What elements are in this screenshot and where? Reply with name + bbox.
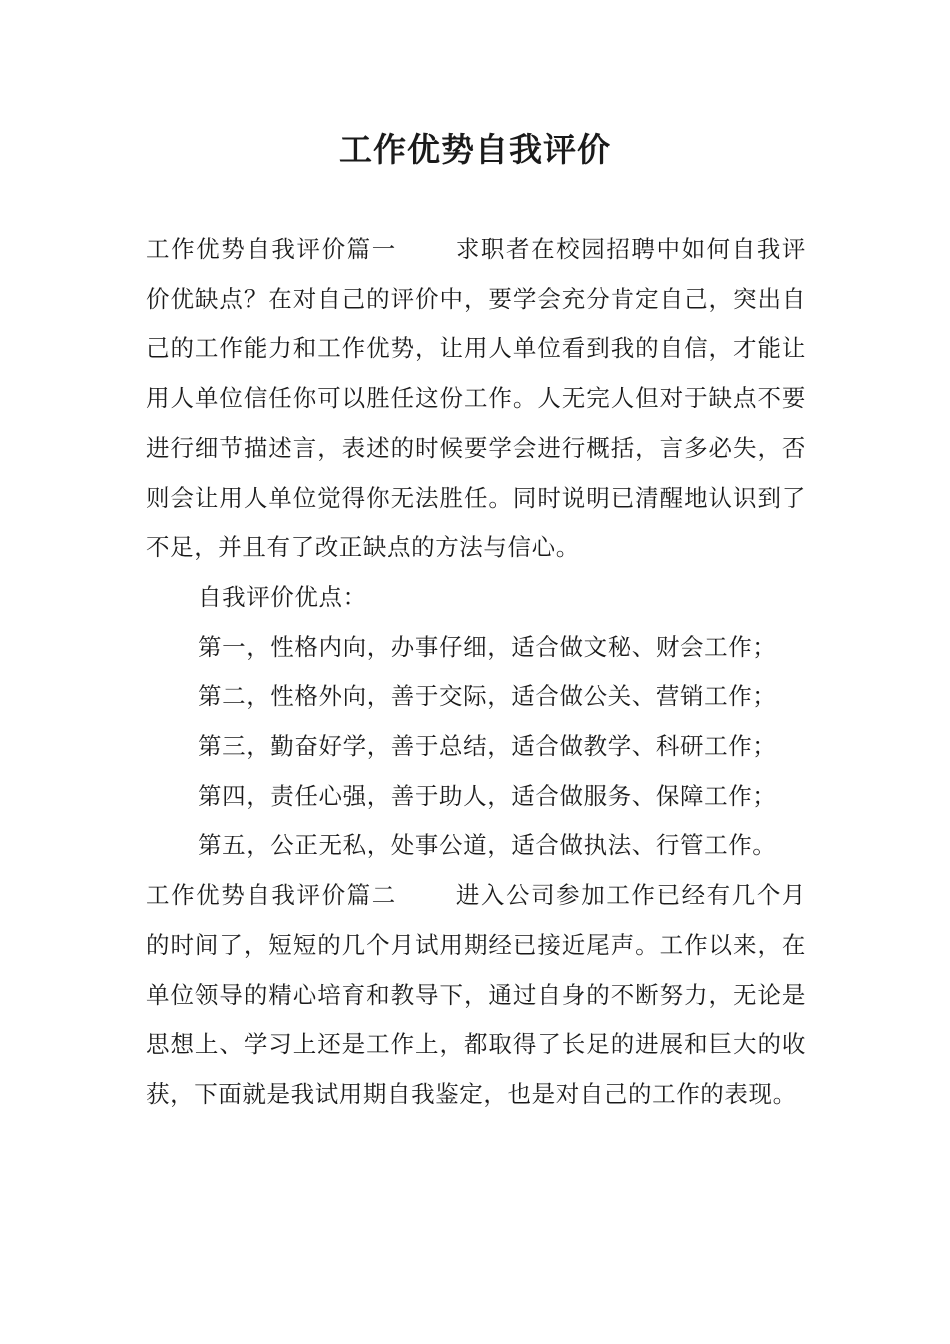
section-2-heading: 工作优势自我评价篇二 [146, 881, 397, 910]
strength-item-2: 第二，性格外向，善于交际，适合做公关、营销工作； [198, 682, 777, 711]
strength-item-3: 第三，勤奋好学，善于总结，适合做教学、科研工作； [198, 732, 777, 761]
strengths-heading: 自我评价优点： [198, 582, 367, 611]
document-body [146, 225, 806, 1120]
section-2-text: 进入公司参加工作已经有几个月的时间了，短短的几个月试用期经已接近尾声。工作以来，在单位领导的精心培育和教导下，通过自身的不断努力，无论是思想上、学习上还是工作上，都取得了长足的进展和巨大的收获，下面就是我试用期自我鉴定，也是对自己的工作的表现。 [146, 881, 807, 1108]
strength-item-4: 第四，责任心强，善于助人，适合做服务、保障工作； [198, 781, 777, 810]
strength-item-5: 第五，公正无私，处事公道，适合做执法、行管工作。 [198, 831, 777, 860]
document-title: 工作优势自我评价 [339, 130, 611, 169]
section-2-paragraph [146, 871, 806, 1120]
section-1-text: 求职者在校园招聘中如何自我评价优缺点？在对自己的评价中，要学会充分肯定自己，突出自己的工作能力和工作优势，让用人单位看到我的自信，才能让用人单位信任你可以胜任这份工作。人无完人但对于缺点不要进行细节描述言，表述的时候要学会进行概括，言多必失，否则会让用人单位觉得你无法胜任。同时说明已清醒地认识到了不足，并且有了改正缺点的方法与信心。 [146, 235, 807, 562]
section-1-paragraph [146, 225, 806, 573]
section-1-heading: 工作优势自我评价篇一 [146, 235, 397, 263]
strength-item-1: 第一，性格内向，办事仔细，适合做文秘、财会工作； [198, 632, 777, 661]
